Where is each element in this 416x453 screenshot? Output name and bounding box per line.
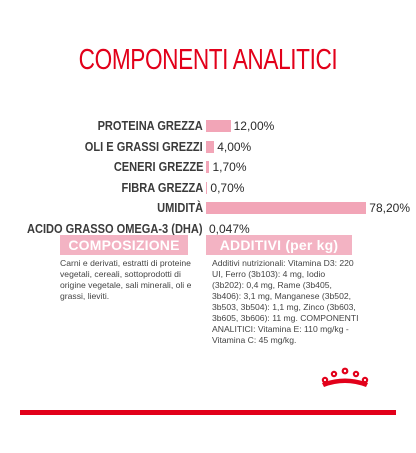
component-label: OLI E GRASSI GREZZI xyxy=(85,138,203,154)
page-title: COMPONENTI ANALITICI xyxy=(78,44,338,76)
component-value: 1,70% xyxy=(212,160,247,174)
component-bar xyxy=(206,120,231,132)
component-row xyxy=(0,116,416,136)
component-label: FIBRA GREZZA xyxy=(121,179,203,195)
component-bar xyxy=(206,141,214,153)
component-label: UMIDITÀ xyxy=(156,200,203,215)
component-label: CENERI GREZZE xyxy=(113,159,203,174)
component-label: PROTEINA GREZZA xyxy=(97,118,203,133)
component-value: 12,00% xyxy=(233,119,275,133)
component-row xyxy=(0,178,416,198)
component-row xyxy=(0,137,416,157)
footer-divider xyxy=(20,410,396,415)
royal-canin-crown-icon xyxy=(319,366,371,390)
composizione-header: COMPOSIZIONE xyxy=(60,235,188,255)
additivi-header: ADDITIVI (per kg) xyxy=(206,235,352,255)
component-bar xyxy=(206,161,209,173)
component-bar xyxy=(206,202,366,214)
component-row xyxy=(0,157,416,177)
component-value: 0,70% xyxy=(210,180,245,195)
additivi-text: Additivi nutrizionali: Vitamina D3: 220 UI, Ferro (3b103): 4 mg, Iodio (3b202): 0,4 mg, Rame (3b405, 3b406): 3,1 mg, Manganese (3b502, 3b503, 3b504): 1,1 mg, Zinco (3b603, 3b605, 3b606): 11 mg. COMPONENTI ANALITICI: Vitamina E: 110 mg/kg - Vitamina C: 45 mg/kg. xyxy=(212,258,359,345)
component-value: 4,00% xyxy=(217,139,252,154)
component-label: ACIDO GRASSO OMEGA-3 (DHA) xyxy=(27,220,203,236)
component-value: 78,20% xyxy=(369,201,410,215)
composizione-text: Carni e derivati, estratti di proteine vegetali, cereali, sottoprodotti di origine vegetale, sali minerali, oli e grassi, lieviti. xyxy=(60,258,192,301)
component-row xyxy=(0,198,416,218)
component-value: 0,047% xyxy=(209,221,250,236)
component-bar xyxy=(206,182,207,194)
